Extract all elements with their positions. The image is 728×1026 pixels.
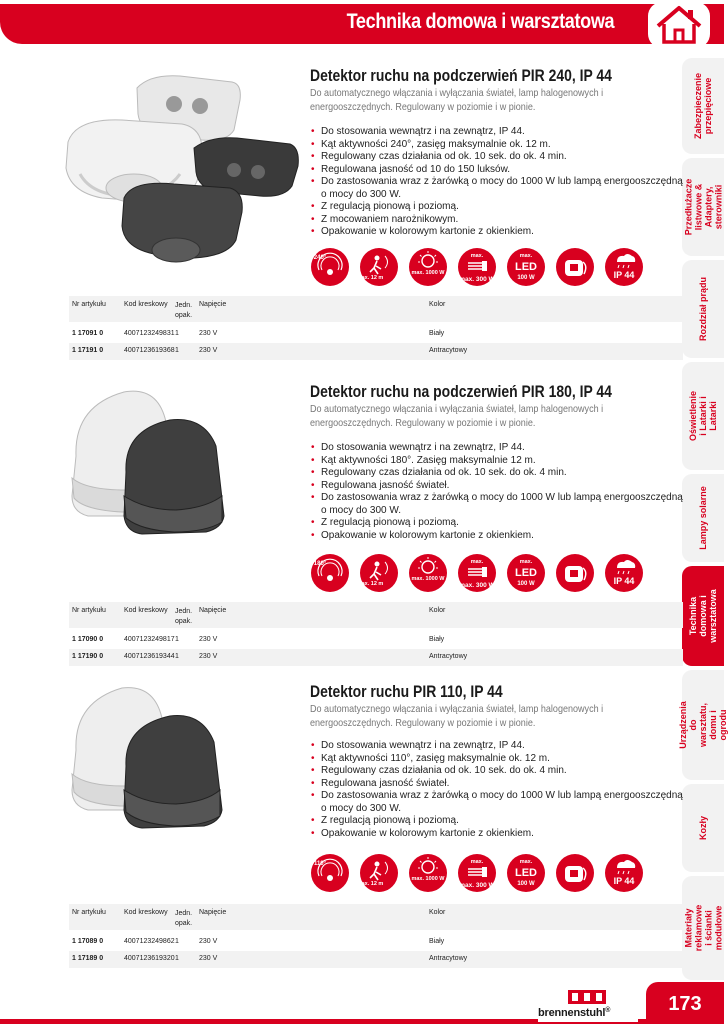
feature-item: • Regulowany czas działania od ok. 10 sek. do ok. 4 min. — [311, 151, 683, 164]
table-header — [69, 602, 683, 628]
table-row — [69, 326, 683, 343]
table-row — [69, 649, 683, 666]
led-icon — [507, 554, 545, 592]
col-voltage: Napięcie — [199, 909, 227, 916]
feature-item: • Kąt aktywności 110°, zasięg maksymalnie ok. 12 m. — [311, 753, 683, 766]
detection-angle-icon — [311, 854, 349, 892]
icon-label: max. 1000 W — [411, 270, 445, 276]
col-barcode: Kod kreskowy — [124, 909, 168, 916]
detection-range-icon — [356, 248, 398, 286]
cell-color: Antracytowy — [429, 955, 468, 962]
col-color: Kolor — [429, 607, 446, 614]
icon-label: max. 12 m — [356, 275, 384, 281]
sidebar-tab-label: Lampy solarne — [698, 486, 708, 550]
corner-mount-icon — [556, 248, 594, 286]
cell-unit: 1 — [175, 955, 179, 962]
sidebar-tab-extension-leads[interactable] — [682, 158, 724, 256]
col-barcode: Kod kreskowy — [124, 607, 168, 614]
sidebar-tab-lighting[interactable] — [682, 362, 724, 470]
icon-label: max. 300 W — [459, 882, 495, 889]
feature-item: o mocy do 300 W. — [321, 802, 402, 814]
cell-nr: 1 17189 0 — [72, 955, 104, 962]
sidebar-tab-label: Zabezpieczenie przepięciowe — [693, 72, 713, 140]
col-color: Kolor — [429, 909, 446, 916]
feature-item: • Opakowanie w kolorowym kartonie z okienkiem. — [311, 828, 683, 841]
max-power-bulb-icon — [409, 248, 447, 286]
sidebar-tab-workshop-devices[interactable] — [678, 670, 728, 780]
icon-label: 180° — [313, 561, 327, 567]
cell-barcode: 4007123619368 — [124, 347, 175, 354]
icon-label: LED — [515, 261, 537, 273]
cell-nr: 1 17089 0 — [72, 938, 104, 945]
cell-barcode: 4007123249831 — [124, 330, 175, 337]
cell-nr: 1 17190 0 — [72, 653, 104, 660]
icon-label: LED — [515, 867, 537, 879]
page-header — [0, 0, 724, 48]
table-row — [69, 632, 683, 649]
cell-barcode: 4007123249817 — [124, 636, 175, 643]
icon-label: max. 1000 W — [411, 576, 445, 582]
product-title: Detektor ruchu na podczerwień PIR 240, IP 44 — [310, 66, 612, 85]
sidebar-tab-label: Przedłużacze listwowe & Adaptery, sterowniki — [683, 178, 723, 236]
icon-label: max. 300 W — [459, 582, 495, 589]
ip44-icon — [605, 854, 643, 892]
icon-label: max. — [519, 859, 533, 865]
detection-angle-icon — [311, 248, 349, 286]
feature-item: • Do zastosowania wraz z żarówką o mocy do 1000 W lub lampą energooszczędną — [311, 790, 683, 803]
page-title: Technika domowa i warsztatowa — [346, 10, 614, 33]
cell-nr: 1 17091 0 — [72, 330, 104, 337]
product-subtitle: Do automatycznego włączania i wyłączania świateł, lamp halogenowych i energooszczędnych. Regulowany w poziomie i w pionie. — [310, 703, 604, 729]
feature-item: • Z regulacją pionową i poziomą. — [311, 517, 683, 530]
max-power-bulb-icon — [409, 554, 447, 592]
feature-list — [311, 126, 683, 239]
sidebar-tab-label: Rozdział prądu — [698, 276, 709, 342]
sidebar-tab-trestles[interactable] — [682, 784, 724, 872]
feature-item: • Regulowany czas działania od ok. 10 sek. do ok. 4 min. — [311, 467, 683, 480]
ip44-icon — [605, 554, 643, 592]
cell-color: Biały — [429, 938, 445, 945]
product-subtitle: Do automatycznego włączania i wyłączania świateł, lamp halogenowych i energooszczędnych. Regulowany w poziomie i w pionie. — [310, 87, 604, 113]
detection-range-icon — [356, 554, 398, 592]
icon-label: IP 44 — [613, 576, 635, 586]
feature-item: o mocy do 300 W. — [321, 504, 402, 516]
cell-unit: 1 — [175, 330, 179, 337]
cell-barcode: 4007123619320 — [124, 955, 175, 962]
icon-label: IP 44 — [613, 876, 635, 886]
icon-label: max. — [470, 253, 484, 259]
cell-unit: 1 — [175, 653, 179, 660]
brand-name: brennenstuhl — [538, 1007, 606, 1019]
product-title: Detektor ruchu PIR 110, IP 44 — [310, 682, 503, 701]
sidebar-tab-power-distribution[interactable] — [682, 260, 724, 358]
cell-voltage: 230 V — [199, 636, 218, 643]
table-row — [69, 951, 683, 968]
feature-item: • Regulowany czas działania od ok. 10 sek. do ok. 4 min. — [311, 765, 683, 778]
sidebar-tab-label: Urządzenia do warsztatu, domu i ogrodu — [678, 701, 728, 749]
cell-nr: 1 17191 0 — [72, 347, 104, 354]
cell-voltage: 230 V — [199, 653, 218, 660]
feature-item: • Regulowana jasność świateł. — [311, 480, 683, 493]
icon-label: max. — [519, 559, 533, 565]
corner-mount-icon — [556, 554, 594, 592]
col-nr: Nr artykułu — [72, 607, 106, 614]
feature-item: • Kąt aktywności 180°. Zasięg maksymalnie 12 m. — [311, 455, 683, 468]
product-image-pir-240 — [62, 70, 307, 275]
table-row — [69, 343, 683, 360]
page-number: 173 — [646, 982, 724, 1024]
sidebar-tab-home-workshop[interactable] — [682, 566, 724, 666]
cell-barcode: 4007123249862 — [124, 938, 175, 945]
col-unit: Jedn. opak. — [175, 302, 193, 319]
feature-item: • Z mocowaniem narożnikowym. — [311, 214, 683, 227]
sidebar-tab-solar-lamps[interactable] — [682, 474, 724, 562]
icon-label: 100 W — [517, 275, 535, 281]
feature-item: • Do stosowania wewnątrz i na zewnątrz, IP 44. — [311, 442, 683, 455]
category-sidebar — [678, 50, 728, 980]
col-unit: Jedn. opak. — [175, 910, 193, 927]
cell-voltage: 230 V — [199, 347, 218, 354]
cell-voltage: 230 V — [199, 330, 218, 337]
cell-unit: 1 — [175, 636, 179, 643]
feature-item: • Kąt aktywności 240°, zasięg maksymalnie ok. 12 m. — [311, 139, 683, 152]
feature-item: • Z regulacją pionową i poziomą. — [311, 815, 683, 828]
sidebar-tab-label: Technika domowa i warsztatowa — [688, 589, 719, 643]
feature-item: • Do zastosowania wraz z żarówką o mocy do 1000 W lub lampą energooszczędną — [311, 492, 683, 505]
brand-logo — [538, 988, 638, 1022]
col-color: Kolor — [429, 301, 446, 308]
cell-voltage: 230 V — [199, 938, 218, 945]
feature-item: • Opakowanie w kolorowym kartonie z okienkiem. — [311, 530, 683, 543]
brand-registered: ® — [605, 1007, 611, 1014]
cell-nr: 1 17090 0 — [72, 636, 104, 643]
icon-label: max. 12 m — [356, 881, 384, 887]
cell-voltage: 230 V — [199, 955, 218, 962]
feature-item: • Do stosowania wewnątrz i na zewnątrz, IP 44. — [311, 126, 683, 139]
icon-label: max. — [470, 559, 484, 565]
table-row — [69, 934, 683, 951]
icon-label: 240° — [313, 255, 327, 261]
col-barcode: Kod kreskowy — [124, 301, 168, 308]
brand-mark-icon — [538, 988, 638, 1006]
cell-unit: 1 — [175, 347, 179, 354]
product-image-pir-180 — [66, 386, 246, 551]
led-icon — [507, 854, 545, 892]
icon-label: 110° — [313, 861, 327, 867]
sidebar-tab-surge-protection[interactable] — [682, 58, 724, 154]
col-voltage: Napięcie — [199, 301, 227, 308]
icon-label: 100 W — [517, 581, 535, 587]
product-image-pir-110 — [66, 684, 246, 849]
feature-item: • Regulowana jasność świateł. — [311, 778, 683, 791]
sidebar-tab-advertising[interactable] — [682, 876, 724, 980]
ip44-icon — [605, 248, 643, 286]
product-title: Detektor ruchu na podczerwień PIR 180, IP 44 — [310, 382, 612, 401]
col-unit: Jedn. opak. — [175, 608, 193, 625]
sidebar-tab-label: Kozły — [697, 815, 708, 841]
energy-saving-lamp-icon — [458, 248, 496, 286]
col-voltage: Napięcie — [199, 607, 227, 614]
feature-item: • Opakowanie w kolorowym kartonie z okienkiem. — [311, 226, 683, 239]
cell-barcode: 4007123619344 — [124, 653, 175, 660]
table-header — [69, 904, 683, 930]
led-icon — [507, 248, 545, 286]
detection-angle-icon — [311, 554, 349, 592]
cell-color: Biały — [429, 330, 445, 337]
sidebar-tab-label: Materiały reklamowe i ścianki modułowe — [683, 904, 724, 952]
table-header — [69, 296, 683, 322]
icon-label: max. — [519, 253, 533, 259]
home-icon — [648, 2, 710, 48]
cell-color: Biały — [429, 636, 445, 643]
energy-saving-lamp-icon — [458, 554, 496, 592]
energy-saving-lamp-icon — [458, 854, 496, 892]
detection-range-icon — [356, 854, 398, 892]
feature-item: • Z regulacją pionową i poziomą. — [311, 201, 683, 214]
feature-item: • Do stosowania wewnątrz i na zewnątrz, IP 44. — [311, 740, 683, 753]
product-subtitle: Do automatycznego włączania i wyłączania świateł, lamp halogenowych i energooszczędnych. Regulowany w poziomie i w pionie. — [310, 403, 604, 429]
cell-unit: 1 — [175, 938, 179, 945]
icon-label: LED — [515, 567, 537, 579]
max-power-bulb-icon — [409, 854, 447, 892]
feature-item: o mocy do 300 W. — [321, 188, 402, 200]
icon-label: max. 300 W — [459, 276, 495, 283]
feature-item: • Regulowana jasność od 10 do 150 luksów. — [311, 164, 683, 177]
cell-color: Antracytowy — [429, 653, 468, 660]
icon-label: 100 W — [517, 881, 535, 887]
icon-label: max. 1000 W — [411, 876, 445, 882]
feature-item: • Do zastosowania wraz z żarówką o mocy do 1000 W lub lampą energooszczędną — [311, 176, 683, 189]
feature-list — [311, 740, 683, 840]
sidebar-tab-label: Oświetlenie i Latarki i Latarki — [688, 390, 718, 442]
icon-label: max. 12 m — [356, 581, 384, 587]
col-nr: Nr artykułu — [72, 909, 106, 916]
icon-label: IP 44 — [613, 270, 635, 280]
icon-label: max. — [470, 859, 484, 865]
col-nr: Nr artykułu — [72, 301, 106, 308]
cell-color: Antracytowy — [429, 347, 468, 354]
corner-mount-icon — [556, 854, 594, 892]
feature-list — [311, 442, 683, 542]
